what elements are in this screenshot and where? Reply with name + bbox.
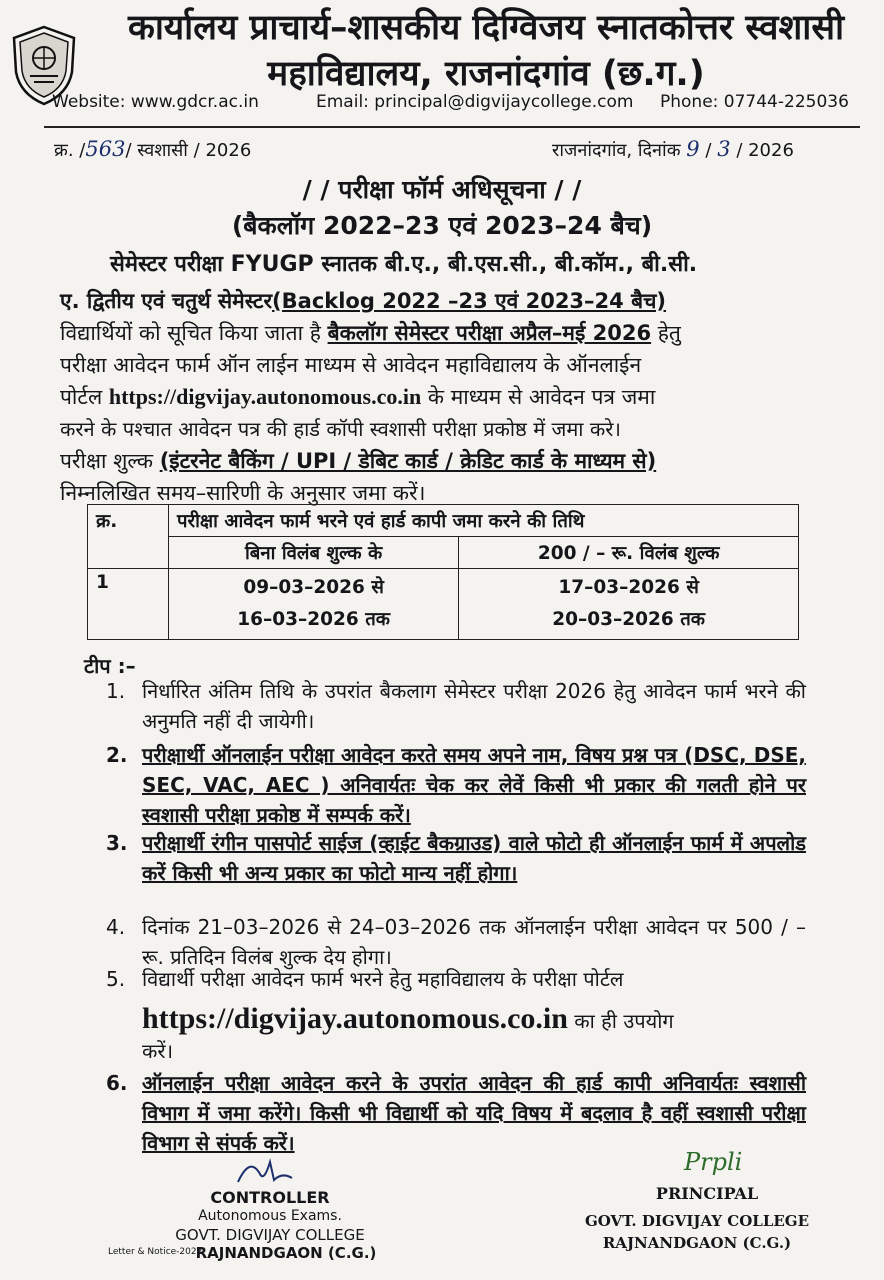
- late-fee-header: 200 / – रू. विलंब शुल्क: [459, 537, 799, 569]
- para-line-2: परीक्षा आवेदन फार्म ऑन लाईन माध्यम से आवेदन महाविद्यालय के ऑनलाईन: [60, 353, 642, 377]
- col-sr-header: क्र.: [88, 505, 169, 569]
- date-from: 09–03–2026 से: [243, 577, 384, 598]
- date-day: 9: [686, 137, 700, 161]
- notice-subtitle: (बैकलॉग 2022–23 एवं 2023–24 बैच): [231, 211, 653, 240]
- college-location: महाविद्यालय, राजनांदगांव (छ.ग.): [267, 54, 705, 94]
- no-late-fee-dates: [169, 569, 459, 640]
- schedule-heading: परीक्षा आवेदन फार्म भरने एवं हार्ड कापी जमा करने की तिथि: [169, 505, 799, 537]
- note-text: विद्यार्थी परीक्षा आवेदन फार्म भरने हेतु महाविद्यालय के परीक्षा पोर्टल: [142, 967, 624, 991]
- note-5-url-line: [142, 1004, 806, 1036]
- reference-number: [54, 137, 251, 162]
- note-3: [106, 828, 806, 888]
- date-to: 16–03–2026 तक: [237, 609, 390, 630]
- fee-label: परीक्षा शुल्क: [60, 449, 160, 473]
- notes-heading: टीप :–: [84, 654, 136, 678]
- para-text: विद्यार्थियों को सूचित किया जाता है: [60, 321, 328, 345]
- ref-prefix: क्र. /: [54, 140, 86, 161]
- email-text: Email: principal@digvijaycollege.com: [316, 92, 634, 112]
- date-from: 17–03–2026 से: [558, 577, 699, 598]
- date-year: / 2026: [736, 140, 794, 161]
- office-title: कार्यालय प्राचार्य–शासकीय दिग्विजय स्नातकोत्तर स्वशासी: [127, 8, 845, 48]
- principal-signature: Prpli: [684, 1148, 743, 1176]
- table-row: [88, 569, 799, 640]
- para-text-end: हेतु: [651, 321, 681, 345]
- table-row: [88, 537, 799, 569]
- note-6: [106, 1068, 806, 1158]
- controller-dept: Autonomous Exams.: [198, 1208, 342, 1224]
- schedule-table: [87, 504, 799, 640]
- ref-handwritten-number: 563: [85, 137, 126, 161]
- phone-text: Phone: 07744-225036: [660, 92, 849, 112]
- note-text-end: का ही उपयोग: [567, 1009, 674, 1033]
- semester-line: सेमेस्टर परीक्षा FYUGP स्नातक बी.ए., बी.एस.सी., बी.कॉम., बी.सी.: [110, 252, 698, 277]
- payment-modes: (इंटरनेट बैकिंग / UPI / डेबिट कार्ड / क्रेडिट कार्ड के माध्यम से): [159, 449, 657, 473]
- para-line-4: करने के पश्चात आवेदन पत्र की हार्ड कॉपी स्वशासी परीक्षा प्रकोष्ठ में जमा करे।: [60, 417, 621, 441]
- note-text: परीक्षार्थी ऑनलाईन परीक्षा आवेदन करते समय अपने नाम, विषय प्रश्न पत्र (DSC, DSE, SEC, VAC, AEC ) अनिवार्यतः चेक कर लेवें किसी भी प्रकार की गलती होने पर स्वशासी परीक्षा प्रकोष्ठ में सम्पर्क करें।: [142, 743, 806, 827]
- note-5: [106, 964, 806, 1066]
- date-to: 20–03–2026 तक: [552, 609, 705, 630]
- controller-title: CONTROLLER: [210, 1188, 330, 1207]
- letter-notice-tag: Letter & Notice-2023: [108, 1247, 203, 1257]
- sem-label: ए. द्वितीय एवं चतुर्थ सेमेस्टर: [60, 289, 273, 313]
- exam-period: बैकलॉग सेमेस्टर परीक्षा अप्रैल–मई 2026: [327, 321, 652, 345]
- note-text: निर्धारित अंतिम तिथि के उपरांत बैकलाग सेमेस्टर परीक्षा 2026 हेतु आवेदन फार्म भरने की अनुमति नहीं दी जायेगी।: [142, 679, 806, 733]
- note-text: परीक्षार्थी रंगीन पासपोर्ट साईज (व्हाईट बैकग्राउड) वाले फोटो ही ऑनलाईन फार्म में अपलोड करें किसी भी अन्य प्रकार का फोटो मान्य नहीं होगा।: [142, 831, 806, 885]
- late-fee-dates: [459, 569, 799, 640]
- website-text: Website: www.gdcr.ac.in: [52, 92, 259, 112]
- note-1: [106, 676, 806, 736]
- note-text-close: करें।: [142, 1039, 174, 1063]
- para-line-1: [60, 318, 800, 348]
- note-4: [106, 912, 806, 972]
- semester-line-2: [60, 286, 800, 316]
- note-number: 5.: [106, 967, 126, 991]
- principal-city: RAJNANDGAON (C.G.): [602, 1234, 792, 1252]
- table-row: [88, 505, 799, 537]
- para-line-3: [60, 382, 800, 412]
- portal-url-link[interactable]: https://digvijay.autonomous.co.in: [108, 384, 422, 409]
- principal-title: PRINCIPAL: [655, 1184, 759, 1203]
- note-text: ऑनलाईन परीक्षा आवेदन करने के उपरांत आवेदन की हार्ड कापी अनिवार्यतः स्वशासी विभाग में जमा करेंगे। किसी भी विद्यार्थी को यदि विषय में बदलाव है वहीं स्वशासी परीक्षा विभाग से संपर्क करें।: [142, 1071, 806, 1155]
- portal-text: के माध्यम से आवेदन पत्र जमा: [421, 385, 656, 409]
- note-number: 2.: [106, 743, 128, 767]
- note-number: 6.: [106, 1071, 128, 1095]
- header-divider: [44, 126, 860, 128]
- no-late-fee-header: बिना विलंब शुल्क के: [169, 537, 459, 569]
- controller-signature-icon: [230, 1152, 300, 1188]
- principal-college: GOVT. DIGVIJAY COLLEGE: [584, 1212, 810, 1230]
- controller-city: RAJNANDGAON (C.G.): [195, 1244, 377, 1262]
- note-2: [106, 740, 806, 830]
- note-number: 4.: [106, 915, 126, 939]
- issue-date: राजनांदगांव, दिनांक 9 / 3 / 2026: [552, 137, 794, 161]
- backlog-label: (Backlog 2022 –23 एवं 2023–24 बैच): [272, 289, 667, 313]
- date-prefix: राजनांदगांव, दिनांक: [552, 140, 681, 161]
- controller-college: GOVT. DIGVIJAY COLLEGE: [175, 1226, 365, 1244]
- para-line-6: निम्नलिखित समय–सारिणी के अनुसार जमा करें।: [60, 481, 426, 505]
- note-number: 3.: [106, 831, 128, 855]
- note-text: दिनांक 21–03–2026 से 24–03–2026 तक ऑनलाईन परीक्षा आवेदन पर 500 / – रू. प्रतिदिन विलंब शुल्क देय होगा।: [142, 915, 806, 969]
- notice-title: / / परीक्षा फॉर्म अधिसूचना / /: [302, 175, 582, 204]
- date-month: 3: [717, 137, 731, 161]
- portal-url-link[interactable]: https://digvijay.autonomous.co.in: [142, 1002, 568, 1035]
- ref-suffix: / स्वशासी / 2026: [125, 140, 252, 161]
- para-line-5: [60, 446, 800, 476]
- portal-label: पोर्टल: [60, 385, 109, 409]
- row-sr: 1: [88, 569, 169, 640]
- note-number: 1.: [106, 679, 126, 703]
